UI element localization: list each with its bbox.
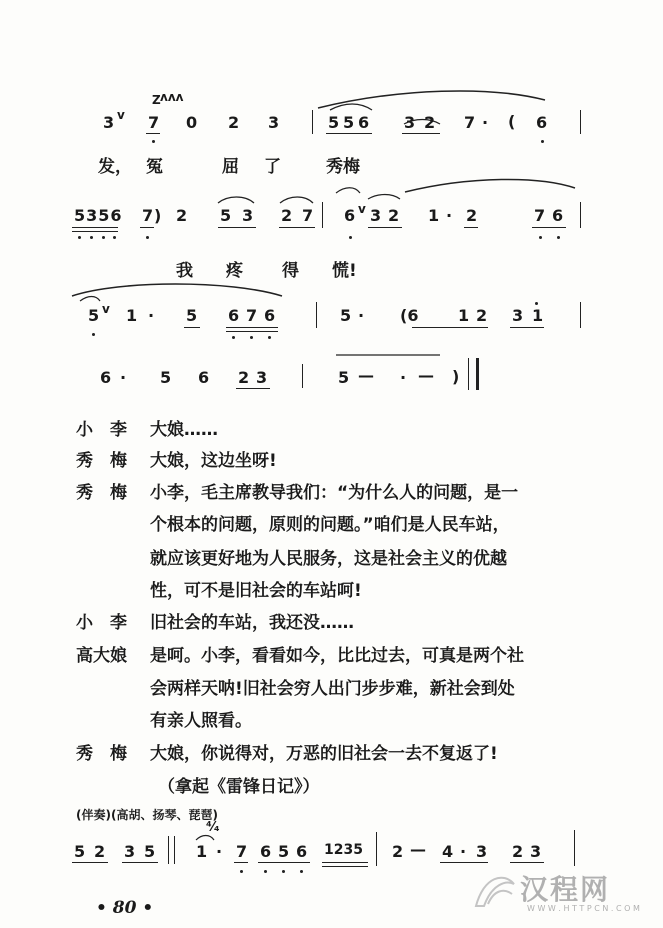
dot-mark: · — [148, 306, 155, 325]
note: 3 — [124, 842, 136, 861]
note: (6 — [400, 306, 419, 325]
paren: ( — [508, 112, 516, 131]
bar-line — [322, 202, 323, 228]
dot-mark: · — [482, 113, 489, 132]
watermark-url: W W W . H T T P C N . C O M — [527, 904, 640, 913]
note: 5 — [343, 113, 355, 132]
note: 1 — [532, 306, 544, 325]
note: 7 — [236, 842, 248, 861]
note: 2 — [424, 113, 436, 132]
accompaniment-label: (伴奏)(高胡、扬琴、琵琶) — [76, 808, 218, 822]
note: 6 — [228, 306, 240, 325]
note: 1 — [126, 306, 138, 325]
note: 3 — [256, 368, 268, 387]
note: 5 — [88, 306, 100, 325]
note: 5 — [328, 113, 340, 132]
note: 5 — [340, 306, 352, 325]
speaker: 秀 梅 — [76, 451, 127, 471]
bar-line — [580, 302, 581, 328]
note: 7 — [302, 206, 314, 225]
note: 6 — [198, 368, 210, 387]
note: 6 — [536, 113, 548, 132]
dot-mark: · — [446, 206, 453, 225]
note: 6 — [260, 842, 272, 861]
bar-line — [302, 364, 303, 388]
paren: ) — [154, 206, 162, 225]
note: 2 — [392, 842, 404, 861]
final-bar-line — [468, 358, 469, 390]
breath-mark: v — [358, 202, 366, 216]
note: 1 — [428, 206, 440, 225]
speech-line: 有亲人照看。 — [150, 711, 252, 731]
bar-line — [312, 110, 313, 134]
note: 6 — [296, 842, 308, 861]
breath-mark: v — [117, 108, 125, 122]
dot-mark: · — [120, 368, 127, 387]
bar-line — [580, 110, 581, 134]
final-bar-line-thick — [476, 358, 479, 390]
note: 3 — [103, 113, 115, 132]
note: 6 — [344, 206, 356, 225]
speech-line: 会两样天呐!旧社会穷人出门步步难，新社会到处 — [150, 679, 515, 699]
speech-line: 个根本的问题，原则的问题。”咱们是人民车站， — [150, 515, 510, 535]
bar-line — [174, 836, 175, 864]
note: 6 — [552, 206, 564, 225]
note: 3 — [370, 206, 382, 225]
note: 5356 — [74, 206, 123, 225]
speech-line: 是呵。小李，看看如今，比比过去，可真是两个社 — [150, 646, 524, 666]
note: 2 — [388, 206, 400, 225]
note: 2 — [94, 842, 106, 861]
dot-mark: · — [400, 368, 407, 387]
note: 3 — [404, 113, 416, 132]
dash: — — [410, 840, 426, 859]
speaker: 秀 梅 — [76, 744, 127, 764]
note: 2 — [238, 368, 250, 387]
note: 7 — [464, 113, 476, 132]
note: 1235 — [324, 842, 363, 858]
speech: 大娘，你说得对，万恶的旧社会一去不复返了! — [150, 744, 498, 764]
note: 2 — [512, 842, 524, 861]
note: 0 — [186, 113, 198, 132]
note: 3 — [530, 842, 542, 861]
note: 5 — [186, 306, 198, 325]
note: 2 — [476, 306, 488, 325]
bar-line — [574, 830, 575, 866]
breath-mark: v — [102, 302, 110, 316]
note: 7 — [142, 206, 154, 225]
speech: 大娘…… — [150, 420, 218, 440]
bar-line — [376, 832, 377, 866]
page-number: • 80 • — [96, 898, 154, 918]
speaker: 秀 梅 — [76, 483, 127, 503]
stage-direction: （拿起《雷锋日记》） — [158, 777, 320, 797]
note: 3 — [268, 113, 280, 132]
note: 5 — [160, 368, 172, 387]
speaker: 小 李 — [76, 613, 127, 633]
speech: 旧社会的车站，我还没…… — [150, 613, 354, 633]
note: 7 — [246, 306, 258, 325]
bar-line — [168, 836, 169, 864]
note: 2 — [228, 113, 240, 132]
dot-mark: · — [358, 306, 365, 325]
ornament-mark: Z — [152, 93, 161, 107]
speaker: 高大娘 — [76, 646, 127, 666]
time-signature: ⁴⁄₄ — [206, 820, 220, 835]
note: 5 — [278, 842, 290, 861]
speech-line: 性，可不是旧社会的车站呵! — [150, 581, 362, 601]
paren: ) — [452, 367, 460, 386]
dash: — — [358, 366, 374, 385]
dot-mark: · — [460, 842, 467, 861]
dot-mark: · — [216, 842, 223, 861]
watermark-logo-icon — [470, 866, 520, 912]
note: 3 — [476, 842, 488, 861]
speech-line: 小李，毛主席教导我们：“为什么人的问题，是一 — [150, 483, 519, 503]
note: 6 — [264, 306, 276, 325]
speaker: 小 李 — [76, 420, 127, 440]
speech-line: 就应该更好地为人民服务，这是社会主义的优越 — [150, 549, 507, 569]
note: 5 — [74, 842, 86, 861]
note: 7 — [534, 206, 546, 225]
watermark-brand: 汉程网 — [520, 873, 611, 906]
note: 5 — [144, 842, 156, 861]
note: 6 — [100, 368, 112, 387]
ornament-wave: ᴧᴧᴧ — [160, 90, 184, 104]
note: 2 — [466, 206, 478, 225]
note: 5 — [338, 368, 350, 387]
note: 1 — [458, 306, 470, 325]
note: 6 — [358, 113, 370, 132]
note: 2 — [176, 206, 188, 225]
dash: — — [418, 366, 434, 385]
speech: 大娘，这边坐呀! — [150, 451, 277, 471]
bar-line — [580, 202, 581, 228]
note: 1 — [196, 842, 208, 861]
note: 4 — [442, 842, 454, 861]
note: 2 — [281, 206, 293, 225]
bar-line — [316, 302, 317, 328]
note: 3 — [512, 306, 524, 325]
note: 5 — [220, 206, 232, 225]
note: 7 — [148, 113, 160, 132]
note: 3 — [242, 206, 254, 225]
